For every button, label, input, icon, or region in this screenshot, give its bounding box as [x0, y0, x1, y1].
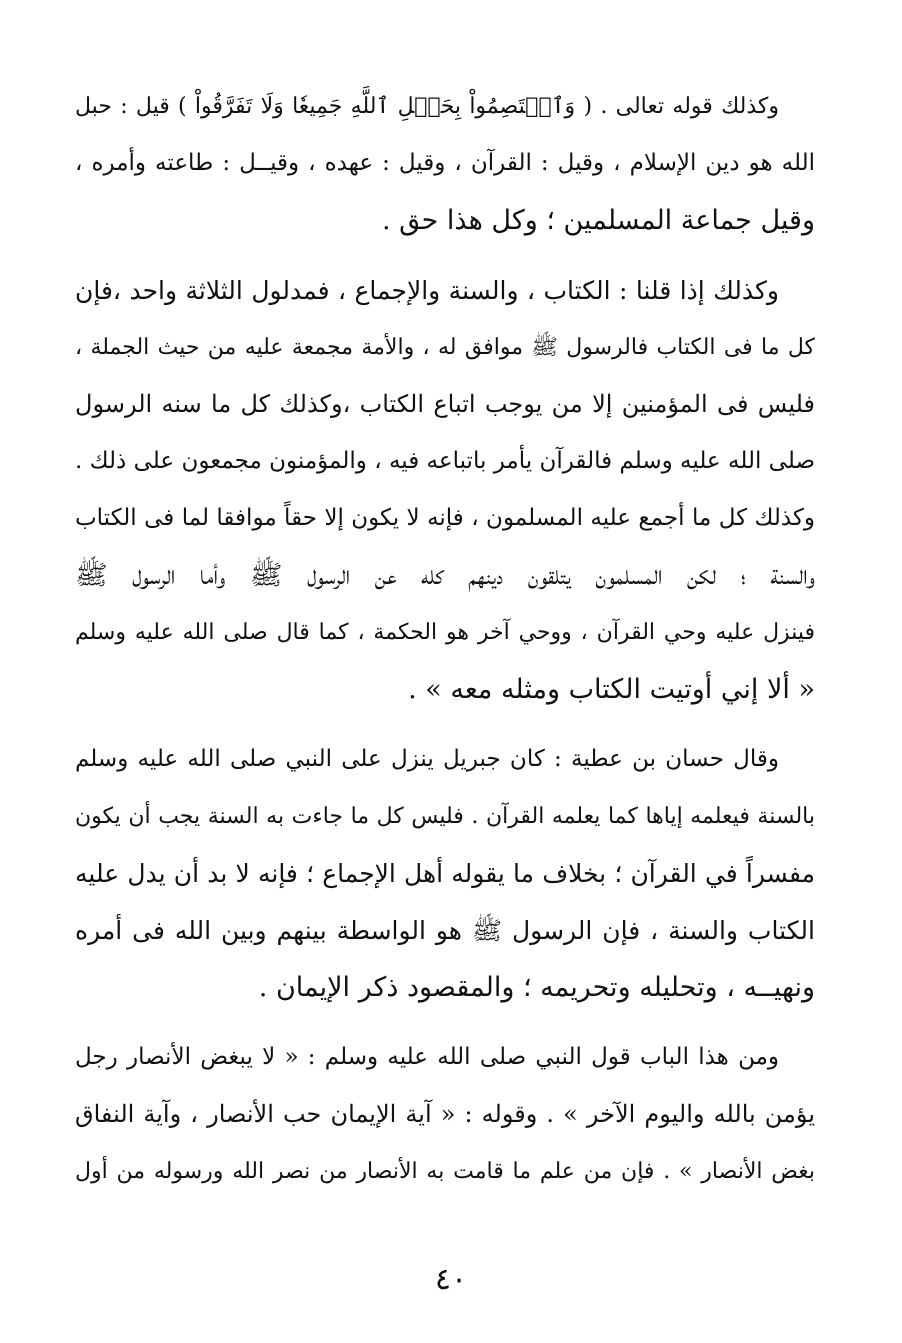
text-line: فينزل عليه وحي القرآن ، ووحي آخر هو الحكمة ، كما قال صلى الله عليه وسلم [75, 620, 815, 645]
page-body [75, 78, 815, 1213]
text-line: بغض الأنصار » . فإن من علم ما قامت به الأنصار من نصر الله ورسوله من أول [75, 1159, 815, 1184]
paragraph-4 [75, 1029, 815, 1200]
text-line: ومن هذا الباب قول النبي صلى الله عليه وسلم : « لا يبغض الأنصار رجل [75, 1044, 779, 1070]
text-line: صلى الله عليه وسلم فالقرآن يأمر باتباعه فيه ، والمؤمنون مجمعون على ذلك . [75, 448, 815, 474]
text-line: كل ما فى الكتاب فالرسول ﷺ موافق له ، والأمة مجمعة عليه من حيث الجملة ، [75, 335, 815, 360]
text-line: يؤمن بالله واليوم الآخر » . وقوله : « آية الإيمان حب الأنصار ، وآية النفاق [75, 1100, 815, 1128]
text-line: بالسنة فيعلمه إياها كما يعلمه القرآن . فليس كل ما جاءت به السنة يجب أن يكون [75, 804, 815, 829]
text-line: فليس فى المؤمنين إلا من يوجب اتباع الكتاب ،وكذلك كل ما سنه الرسول [75, 390, 815, 418]
text-line: « ألا إني أوتيت الكتاب ومثله معه » . [408, 674, 815, 705]
text-line: الكتاب والسنة ، فإن الرسول ﷺ هو الواسطة بينهم وبين الله فى أمره [75, 916, 815, 945]
text-line: وكذلك إذا قلنا : الكتاب ، والسنة والإجماع ، فمدلول الثلاثة واحد ،فإن [75, 276, 779, 305]
text-line: مفسراً في القرآن ؛ بخلاف ما يقوله أهل الإجماع ؛ فإنه لا بد أن يدل عليه [75, 859, 815, 888]
text-line: وقيل جماعة المسلمين ؛ وكل هذا حق . [381, 205, 815, 236]
paragraph-2 [75, 262, 815, 718]
text-line: ونهيــه ، وتحليله وتحريمه ؛ والمقصود ذكر الإيمان . [258, 972, 815, 1003]
paragraph-1 [75, 78, 815, 249]
text-line: وكذلك كل ما أجمع عليه المسلمون ، فإنه لا يكون إلا حقاً موافقا لما فى الكتاب [75, 505, 815, 531]
paragraph-3 [75, 731, 815, 1016]
text-line: وقال حسان بن عطية : كان جبريل ينزل على النبي صلى الله عليه وسلم [75, 746, 779, 772]
text-line: والسنة ؛ لكن المسلمون يتلقون دينهم كله عن الرسول ﷺ وأما الرسول ﷺ [75, 560, 815, 591]
text-line: الله هو دين الإسلام ، وقيل : القرآن ، وقيل : عهده ، وقيــل : طاعته وأمره ، [75, 150, 815, 176]
page-number: ٤٠ [434, 1262, 468, 1297]
text-line: وكذلك قوله تعالى . ( وَٱعۡتَصِمُواْ بِحَبۡلِ ٱللَّهِ جَمِيعٗا وَلَا تَفَرَّقُواْ ) قيل : حبل [75, 94, 779, 119]
